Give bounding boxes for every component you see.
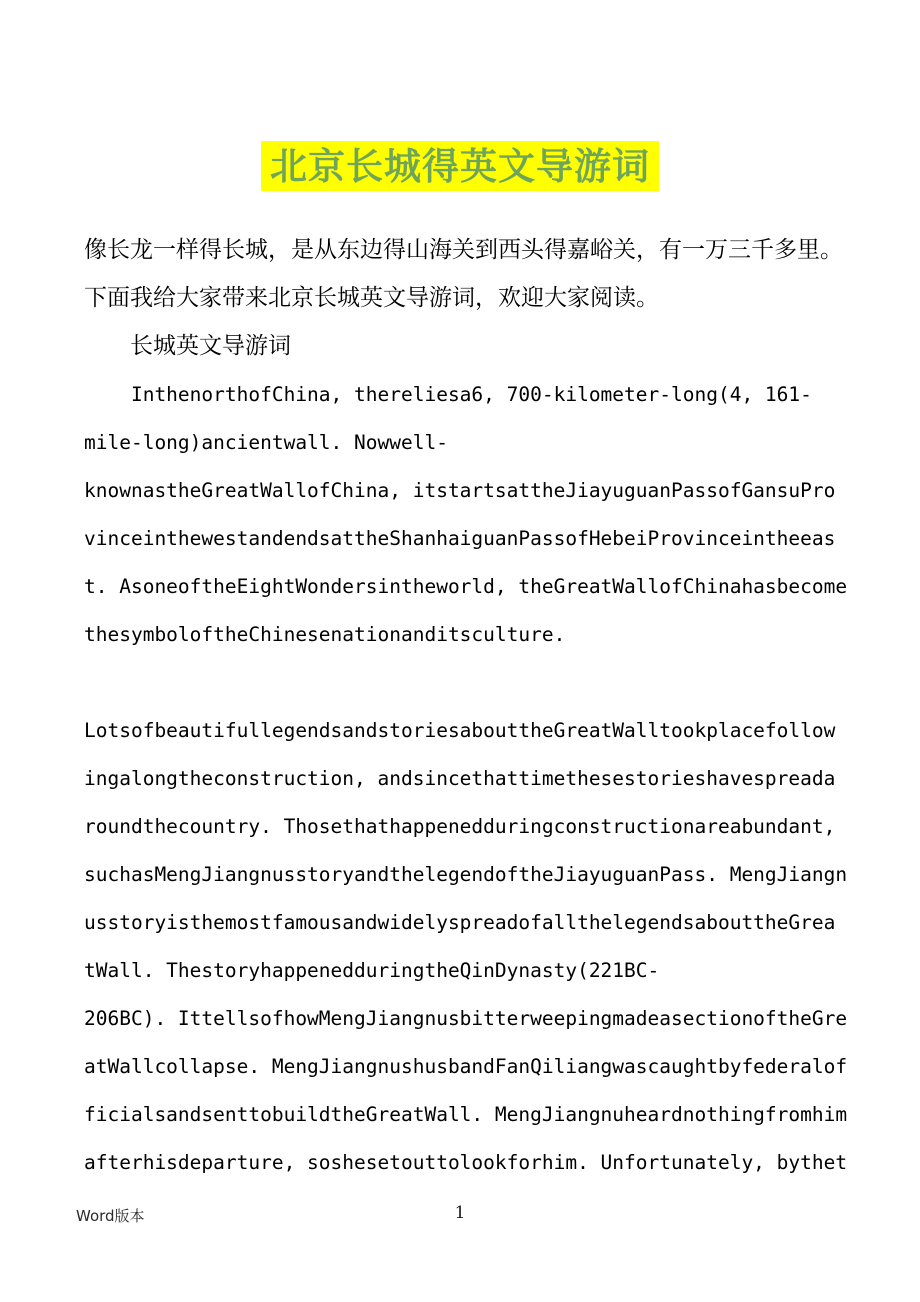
- english-paragraph-2: [84, 707, 894, 1187]
- section-subheading: 长城英文导游词: [130, 333, 291, 359]
- body-text-line: ficialsandsenttobuildtheGreatWall. MengJiangnuheardnothingfromhim: [84, 1103, 848, 1126]
- body-text-line: ingalongtheconstruction, andsincethattimethesestorieshavespreada: [84, 767, 836, 790]
- body-text-line: atWallcollapse. MengJiangnushusbandFanQiliangwascaughtbyfederalof: [84, 1055, 848, 1078]
- body-text-line: mile-long)ancientwall. Nowwell-: [84, 431, 448, 454]
- body-text-line: knownastheGreatWallofChina, itstartsattheJiayuguanPassofGansuPro: [84, 479, 836, 502]
- body-text-line: suchasMengJiangnusstoryandthelegendoftheJiayuguanPass. MengJiangn: [84, 863, 848, 886]
- intro-line: 像长龙一样得长城，是从东边得山海关到西头得嘉峪关，有一万三千多里。: [84, 237, 843, 263]
- footer-version-label: Word版本: [76, 1207, 145, 1225]
- english-paragraph-1: [84, 371, 894, 659]
- body-text-line: tWall. ThestoryhappenedduringtheQinDynasty(221BC-: [84, 959, 660, 982]
- footer-page-number: 1: [454, 1203, 466, 1223]
- body-text-line: 206BC). IttellsofhowMengJiangnusbitterweepingmadeasectionoftheGre: [84, 1007, 848, 1030]
- body-text-line: vinceinthewestandendsattheShanhaiguanPassofHebeiProvinceintheeas: [84, 527, 836, 550]
- body-text-line: usstoryisthemostfamousandwidelyspreadofallthelegendsabouttheGrea: [84, 911, 836, 934]
- body-text-line: afterhisdeparture, soshesetouttolookforhim. Unfortunately, bythet: [84, 1151, 848, 1174]
- title-row: [0, 141, 920, 191]
- body-text-line: t. AsoneoftheEightWondersintheworld, theGreatWallofChinahasbecome: [84, 575, 848, 598]
- body-text-line: InthenorthofChina, thereliesa6, 700-kilometer-long(4, 161-: [84, 383, 812, 406]
- body-text-line: thesymboloftheChinesenationanditsculture.: [84, 623, 566, 646]
- body-text-line: LotsofbeautifullegendsandstoriesabouttheGreatWalltookplacefollow: [84, 719, 836, 742]
- body-text-line: roundthecountry. Thosethathappenedduringconstructionareabundant,: [84, 815, 836, 838]
- intro-paragraph: [84, 226, 878, 322]
- page-title: 北京长城得英文导游词: [261, 141, 659, 191]
- intro-line: 下面我给大家带来北京长城英文导游词，欢迎大家阅读。: [84, 285, 659, 311]
